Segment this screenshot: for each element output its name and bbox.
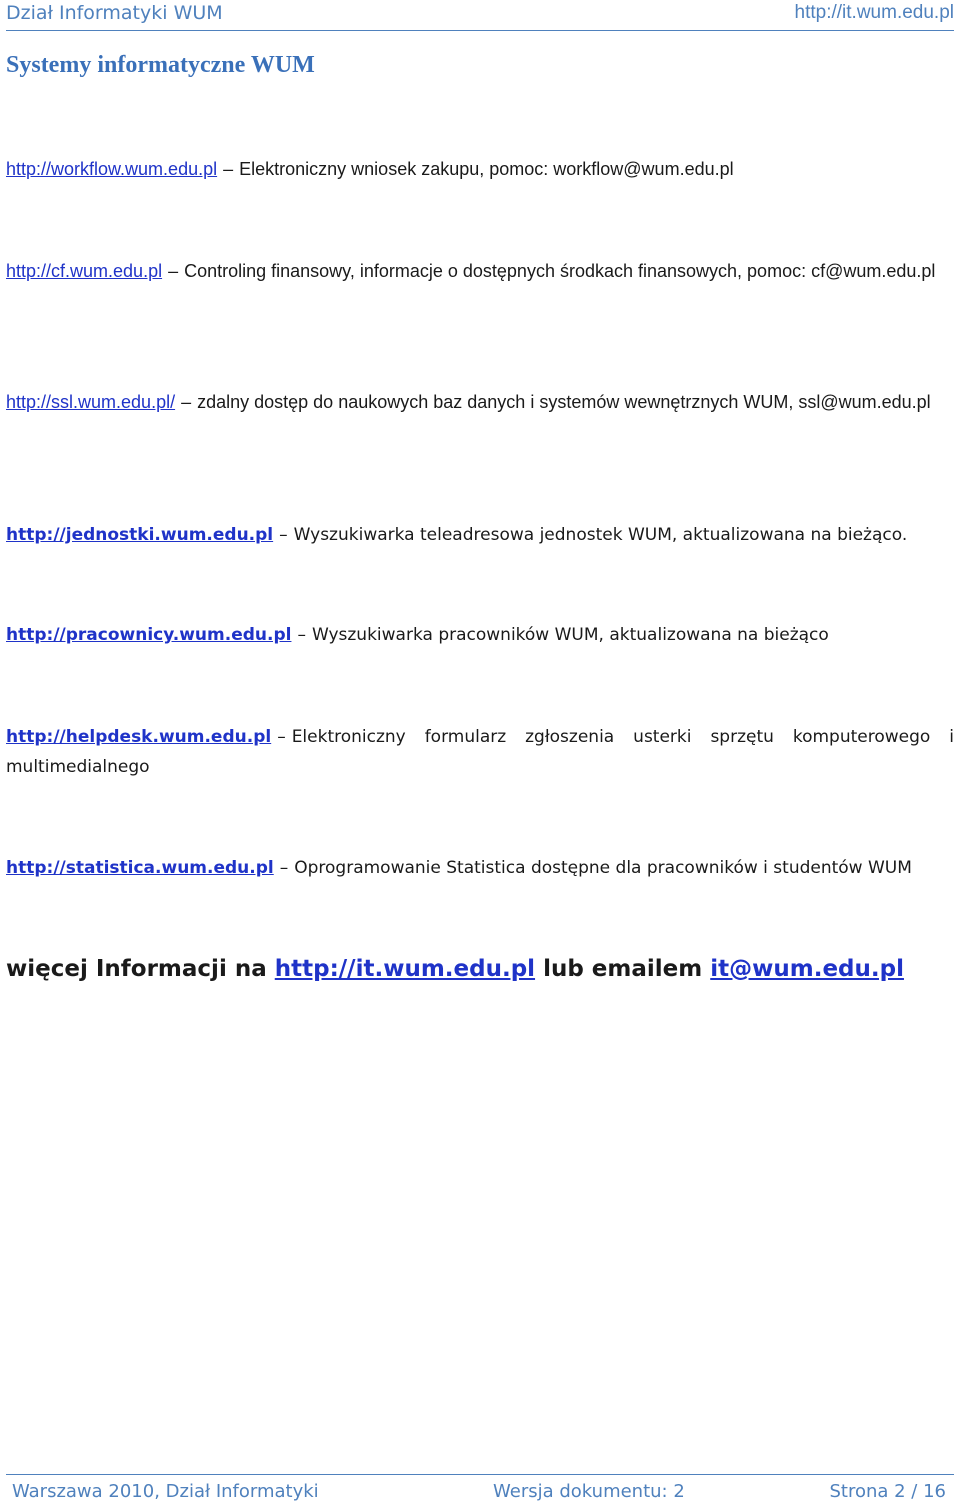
- entry-cf: [6, 256, 954, 286]
- entry-jednostki: [6, 520, 954, 550]
- entry-dash: –: [279, 858, 289, 878]
- footer-location: Warszawa 2010, Dział Informatyki: [12, 1481, 319, 1502]
- entry-dash: –: [223, 159, 234, 179]
- workflow-link[interactable]: http://workflow.wum.edu.pl: [6, 159, 218, 179]
- entry-dash: –: [181, 392, 192, 412]
- footer-version: Wersja dokumentu: 2: [493, 1481, 685, 1502]
- entry-statistica: [6, 853, 954, 883]
- it-email-link[interactable]: it@wum.edu.pl: [710, 956, 904, 982]
- more-prefix: więcej Informacji na: [6, 956, 267, 982]
- entry-dash: –: [297, 625, 306, 645]
- statistica-link[interactable]: http://statistica.wum.edu.pl: [6, 858, 274, 878]
- more-info: [6, 956, 904, 982]
- helpdesk-link[interactable]: http://helpdesk.wum.edu.pl: [6, 727, 272, 747]
- entry-workflow: [6, 154, 954, 184]
- entry-text: Elektroniczny wniosek zakupu, pomoc: workflow@wum.edu.pl: [239, 159, 734, 179]
- more-middle: lub emailem: [543, 956, 703, 982]
- page-header: [6, 0, 954, 31]
- entry-helpdesk: [6, 722, 954, 782]
- cf-link[interactable]: http://cf.wum.edu.pl: [6, 261, 163, 281]
- entry-dash: –: [168, 261, 179, 281]
- entry-dash: –: [279, 525, 288, 545]
- ssl-link[interactable]: http://ssl.wum.edu.pl/: [6, 392, 176, 412]
- entry-text: Wyszukiwarka pracowników WUM, aktualizowana na bieżąco: [311, 625, 829, 645]
- entry-text: Wyszukiwarka teleadresowa jednostek WUM, aktualizowana na bieżąco.: [293, 525, 908, 545]
- entry-text: Oprogramowanie Statistica dostępne dla pracowników i studentów WUM: [294, 858, 912, 878]
- entry-text: Controling finansowy, informacje o dostępnych środkach finansowych, pomoc: cf@wum.edu.pl: [184, 261, 936, 281]
- it-site-link[interactable]: http://it.wum.edu.pl: [274, 956, 536, 982]
- entry-dash: –: [277, 727, 286, 747]
- entry-ssl: [6, 387, 954, 417]
- entry-pracownicy: [6, 620, 954, 650]
- footer-page-number: Strona 2 / 16: [829, 1481, 946, 1502]
- page-title: Systemy informatyczne WUM: [6, 52, 315, 78]
- entry-text: zdalny dostęp do naukowych baz danych i systemów wewnętrznych WUM, ssl@wum.edu.pl: [197, 392, 931, 412]
- pracownicy-link[interactable]: http://pracownicy.wum.edu.pl: [6, 625, 292, 645]
- jednostki-link[interactable]: http://jednostki.wum.edu.pl: [6, 525, 274, 545]
- page-footer: [6, 1474, 954, 1505]
- header-url: http://it.wum.edu.pl: [794, 2, 954, 23]
- entry-text: Elektroniczny formularz zgłoszenia usterki sprzętu komputerowego i multimedialnego: [6, 727, 954, 777]
- header-department: Dział Informatyki WUM: [6, 2, 223, 24]
